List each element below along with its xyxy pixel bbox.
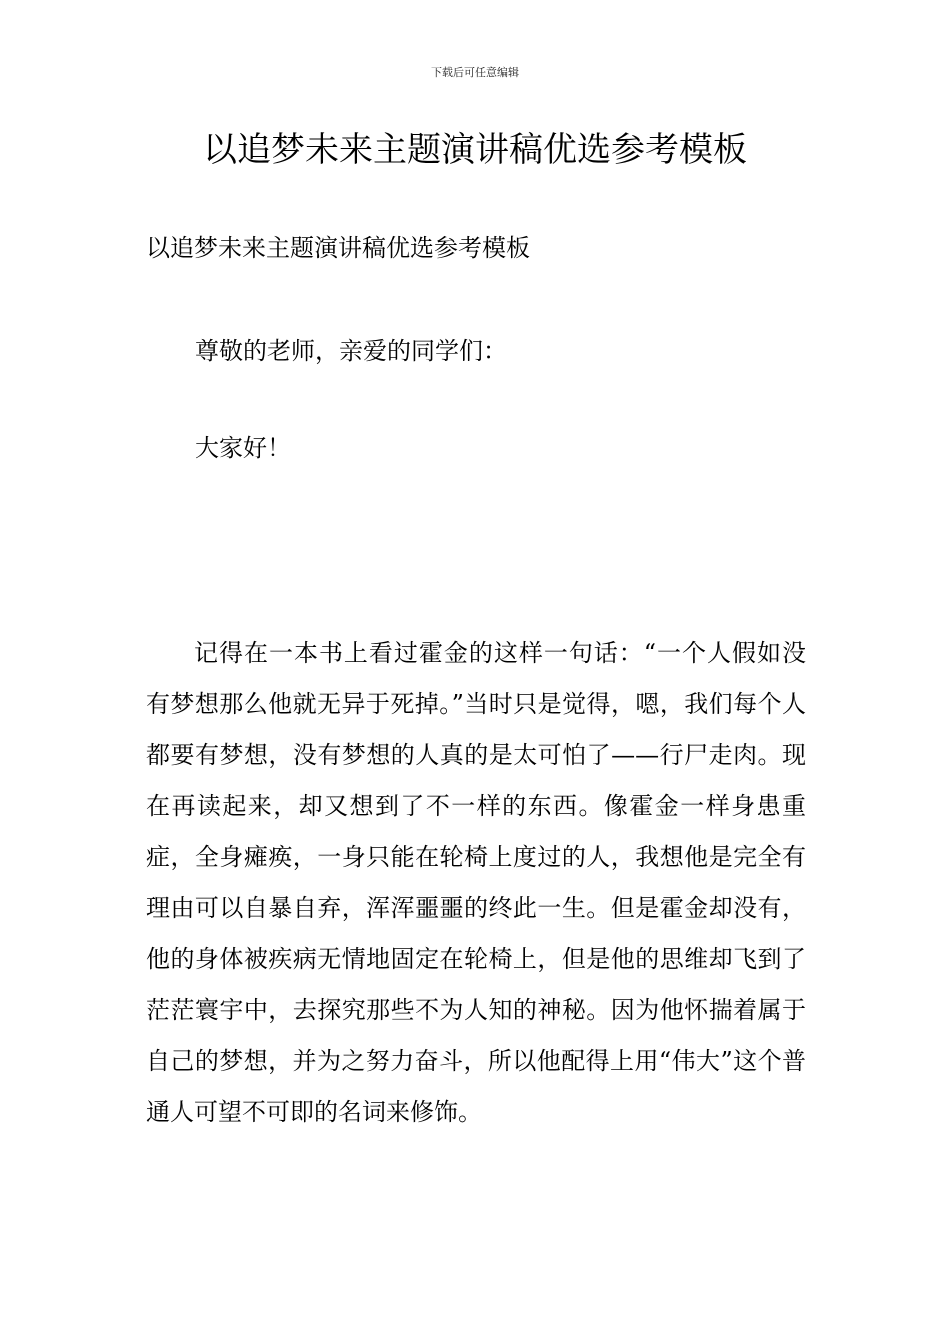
salutation: 尊敬的老师，亲爱的同学们：: [195, 337, 507, 365]
document-title: 以追梦未来主题演讲稿优选参考模板: [203, 130, 747, 170]
greeting: 大家好！: [195, 434, 291, 462]
header-note: 下载后可任意编辑: [431, 66, 519, 79]
document-subtitle: 以追梦未来主题演讲稿优选参考模板: [146, 234, 530, 262]
body-paragraph: 记得在一本书上看过霍金的这样一句话：“一个人假如没有梦想那么他就无异于死掉。”当时只是觉得，嗯，我们每个人都要有梦想，没有梦想的人真的是太可怕了——行尸走肉。现在再读起来，却又想到了不一样的东西。像霍金一样身患重症，全身瘫痪，一身只能在轮椅上度过的人，我想他是完全有理由可以自暴自弃，浑浑噩噩的终此一生。但是霍金却没有，他的身体被疾病无情地固定在轮椅上，但是他的思维却飞到了茫茫寰宇中，去探究那些不为人知的神秘。因为他怀揣着属于自己的梦想，并为之努力奋斗，所以他配得上用“伟大”这个普通人可望不可即的名词来修饰。: [146, 639, 806, 1126]
